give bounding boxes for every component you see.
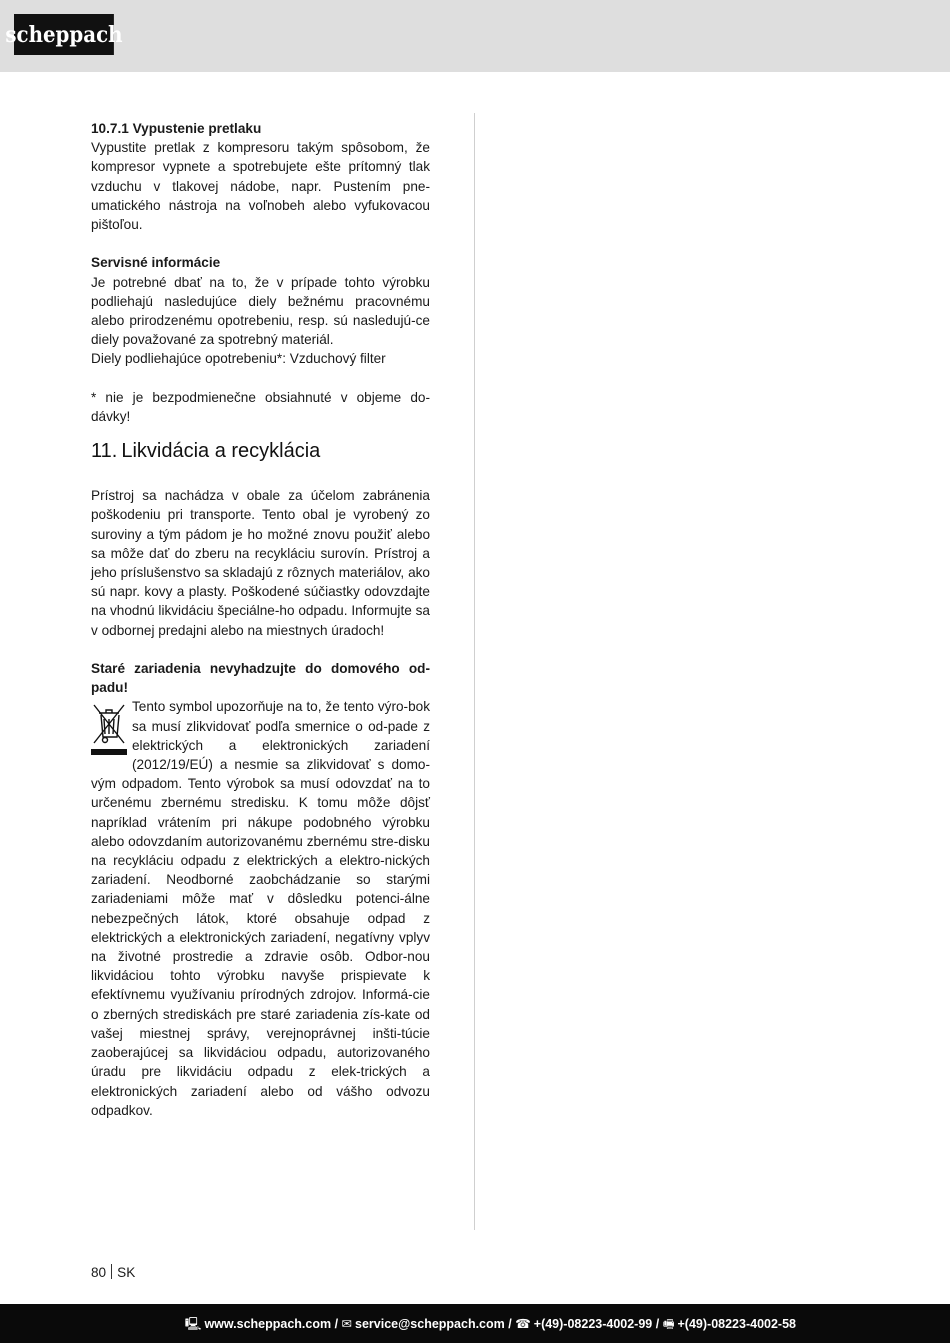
header-band	[0, 0, 950, 72]
computer-icon: 🖳	[184, 1317, 202, 1331]
old-devices-block	[91, 697, 430, 1119]
footer-contacts	[185, 1315, 796, 1336]
old-devices-title: Staré zariadenia nevyhadzujte do domového od-padu!	[91, 661, 430, 696]
footer-separator: /	[331, 1317, 342, 1331]
footer-fax: +(49)-08223-4002-58	[677, 1317, 796, 1331]
page-number-value: 80	[91, 1265, 107, 1280]
crossed-out-wheelie-bin-icon	[91, 699, 127, 757]
old-devices-body: Tento symbol upozorňuje na to, že tento výro-bok sa musí zlikvidovať podľa smernice o od-pade z elektrických a elektronických zariadení (2012/19/EÚ) a nesmie sa zlikvidovať s domo-vým odpadom. Tento výrobok sa musí odovzdať na to určenému zbernému stredisku. K tomu môže dôjsť napríklad vrátením pri nákupe podobného výrobku alebo odovzdaním autorizovanému zbernému stre-disku na recykláciu odpadu z elektrických a elektro-nických zariadení. Neodborné zaobchádzanie so starými zariadeniami môže mať v dôsledku potenci-álne nebezpečných látok, ktoré obsahuje odpad z elektrických a elektronických zariadení, negatívny vplyv na životné prostredie a zdravie osôb. Odbor-nou likvidáciou tohto výrobku navyše prispievate k efektívnemu využívaniu prírodných zdrojov. Informá-cie o zberných strediskách pre staré zariadenia zís-kate od vašej miestnej správy, verejnoprávnej inšti-túcie zaoberajúcej sa likvidáciou odpadu, autorizovaného úradu pre likvidáciu odpadu z elek-trických a elektronických zariadení alebo od vášho odvozu odpadkov.	[91, 699, 430, 1118]
footer-band	[0, 1304, 950, 1343]
left-column	[91, 119, 430, 1120]
wear-parts-footnote: * nie je bezpodmienečne obsiahnuté v objeme do-dávky!	[91, 389, 430, 425]
section-11-title: Likvidácia a recyklácia	[121, 440, 321, 463]
footer-separator: /	[504, 1317, 516, 1331]
fax-icon: 🖷	[662, 1317, 675, 1331]
section-11-number: 11.	[91, 440, 118, 463]
footer-separator: /	[652, 1317, 663, 1331]
wear-parts-line: Diely podliehajúce opotrebeniu*: Vzduchový filter	[91, 351, 386, 367]
column-divider	[474, 113, 475, 1230]
section-10-7-1-title: 10.7.1 Vypustenie pretlaku	[91, 121, 262, 136]
footer-email-link[interactable]: service@scheppach.com	[355, 1317, 505, 1331]
page-number-separator	[111, 1264, 112, 1279]
section-10-7-1-body: Vypustite pretlak z kompresoru takým spôsobom, že kompresor vypnete a spotrebujete ešte prítomný tlak vzduchu v tlakovej nádobe, napr. Pustením pne-umatického nástroja na voľnobeh alebo vyfukovacou pištoľou.	[91, 140, 430, 233]
service-info-body: Je potrebné dbať na to, že v prípade tohto výrobku podliehajú nasledujúce diely bežnému pracovnému alebo prirodzenému opotrebeniu, resp. sú nasledujú-ce diely považované za spotrebný materiál.	[91, 274, 430, 348]
footer-web-link[interactable]: www.scheppach.com	[204, 1317, 332, 1331]
phone-icon: ☎	[515, 1317, 531, 1331]
footer-phone: +(49)-08223-4002-99	[533, 1317, 653, 1331]
page-language: SK	[117, 1265, 136, 1280]
section-11-body: Prístroj sa nachádza v obale za účelom zabránenia poškodeniu pri transporte. Tento obal je vyrobený zo suroviny a tým pádom je ho možné znovu použiť alebo sa môže dať do zberu na recykláciu surovín. Prístroj a jeho príslušenstvo sa skladajú z rôznych materiálov, ako sú napr. kovy a plasty. Poškodené súčiastky odovzdajte na vhodnú likvidáciu špeciálne-ho odpadu. Informujte sa v odbornej predajni alebo na miestnych úradoch!	[91, 488, 430, 638]
scheppach-logo: scheppach	[14, 14, 114, 55]
section-11-heading	[91, 438, 430, 464]
envelope-icon: ✉	[341, 1317, 352, 1331]
page-number	[91, 1264, 135, 1280]
service-info-title: Servisné informácie	[91, 255, 221, 271]
